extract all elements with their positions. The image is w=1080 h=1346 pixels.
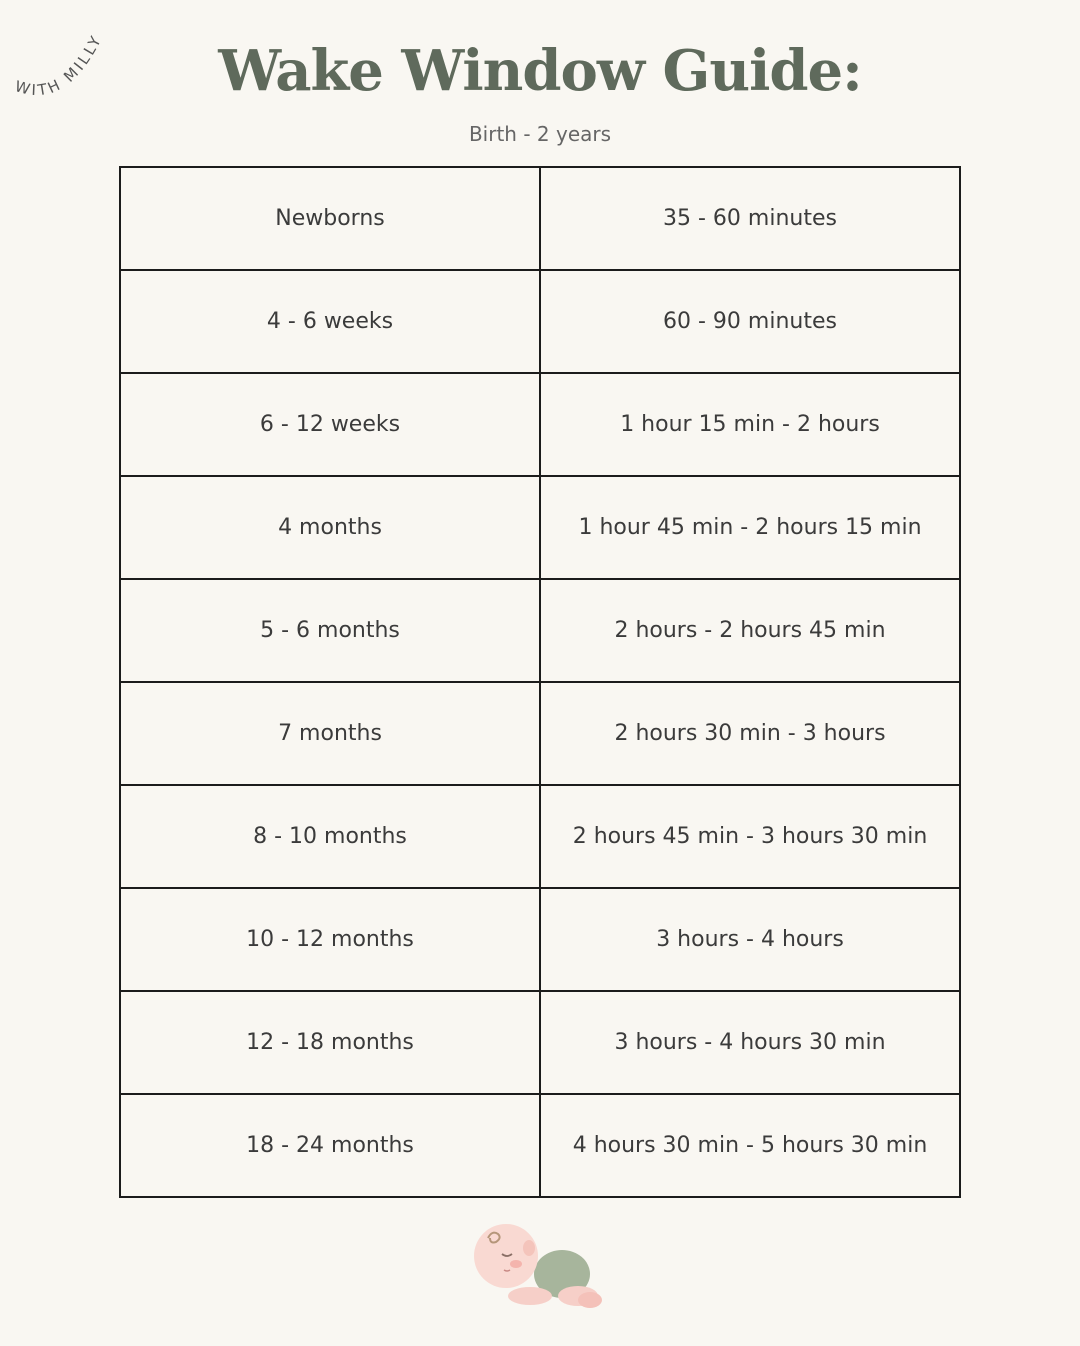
table-row bbox=[120, 167, 960, 270]
age-cell: 8 - 10 months bbox=[120, 785, 540, 888]
wake-window-table bbox=[119, 166, 961, 1198]
wake-window-cell: 1 hour 15 min - 2 hours bbox=[540, 373, 960, 476]
wake-window-cell: 2 hours 45 min - 3 hours 30 min bbox=[540, 785, 960, 888]
table-row bbox=[120, 888, 960, 991]
table-row bbox=[120, 1094, 960, 1197]
age-cell: 4 months bbox=[120, 476, 540, 579]
wake-window-cell: 4 hours 30 min - 5 hours 30 min bbox=[540, 1094, 960, 1197]
age-cell: 18 - 24 months bbox=[120, 1094, 540, 1197]
age-cell: 12 - 18 months bbox=[120, 991, 540, 1094]
age-cell: 7 months bbox=[120, 682, 540, 785]
age-cell: 6 - 12 weeks bbox=[120, 373, 540, 476]
table-row bbox=[120, 270, 960, 373]
wake-window-cell: 60 - 90 minutes bbox=[540, 270, 960, 373]
wake-window-cell: 35 - 60 minutes bbox=[540, 167, 960, 270]
age-cell: 4 - 6 weeks bbox=[120, 270, 540, 373]
wake-window-cell: 3 hours - 4 hours 30 min bbox=[540, 991, 960, 1094]
wake-window-cell: 2 hours 30 min - 3 hours bbox=[540, 682, 960, 785]
table-row bbox=[120, 785, 960, 888]
wake-window-cell: 1 hour 45 min - 2 hours 15 min bbox=[540, 476, 960, 579]
age-cell: Newborns bbox=[120, 167, 540, 270]
wake-window-cell: 2 hours - 2 hours 45 min bbox=[540, 579, 960, 682]
sleeping-baby-icon bbox=[466, 1216, 612, 1316]
age-cell: 10 - 12 months bbox=[120, 888, 540, 991]
page-subtitle: Birth - 2 years bbox=[468, 122, 612, 146]
page-title: Wake Window Guide: bbox=[218, 38, 862, 104]
table-row bbox=[120, 991, 960, 1094]
brand-logo-text: WITH MILLY bbox=[12, 30, 106, 100]
age-cell: 5 - 6 months bbox=[120, 579, 540, 682]
wake-window-cell: 3 hours - 4 hours bbox=[540, 888, 960, 991]
table-row bbox=[120, 373, 960, 476]
table-row bbox=[120, 476, 960, 579]
table-row bbox=[120, 682, 960, 785]
table-row bbox=[120, 579, 960, 682]
